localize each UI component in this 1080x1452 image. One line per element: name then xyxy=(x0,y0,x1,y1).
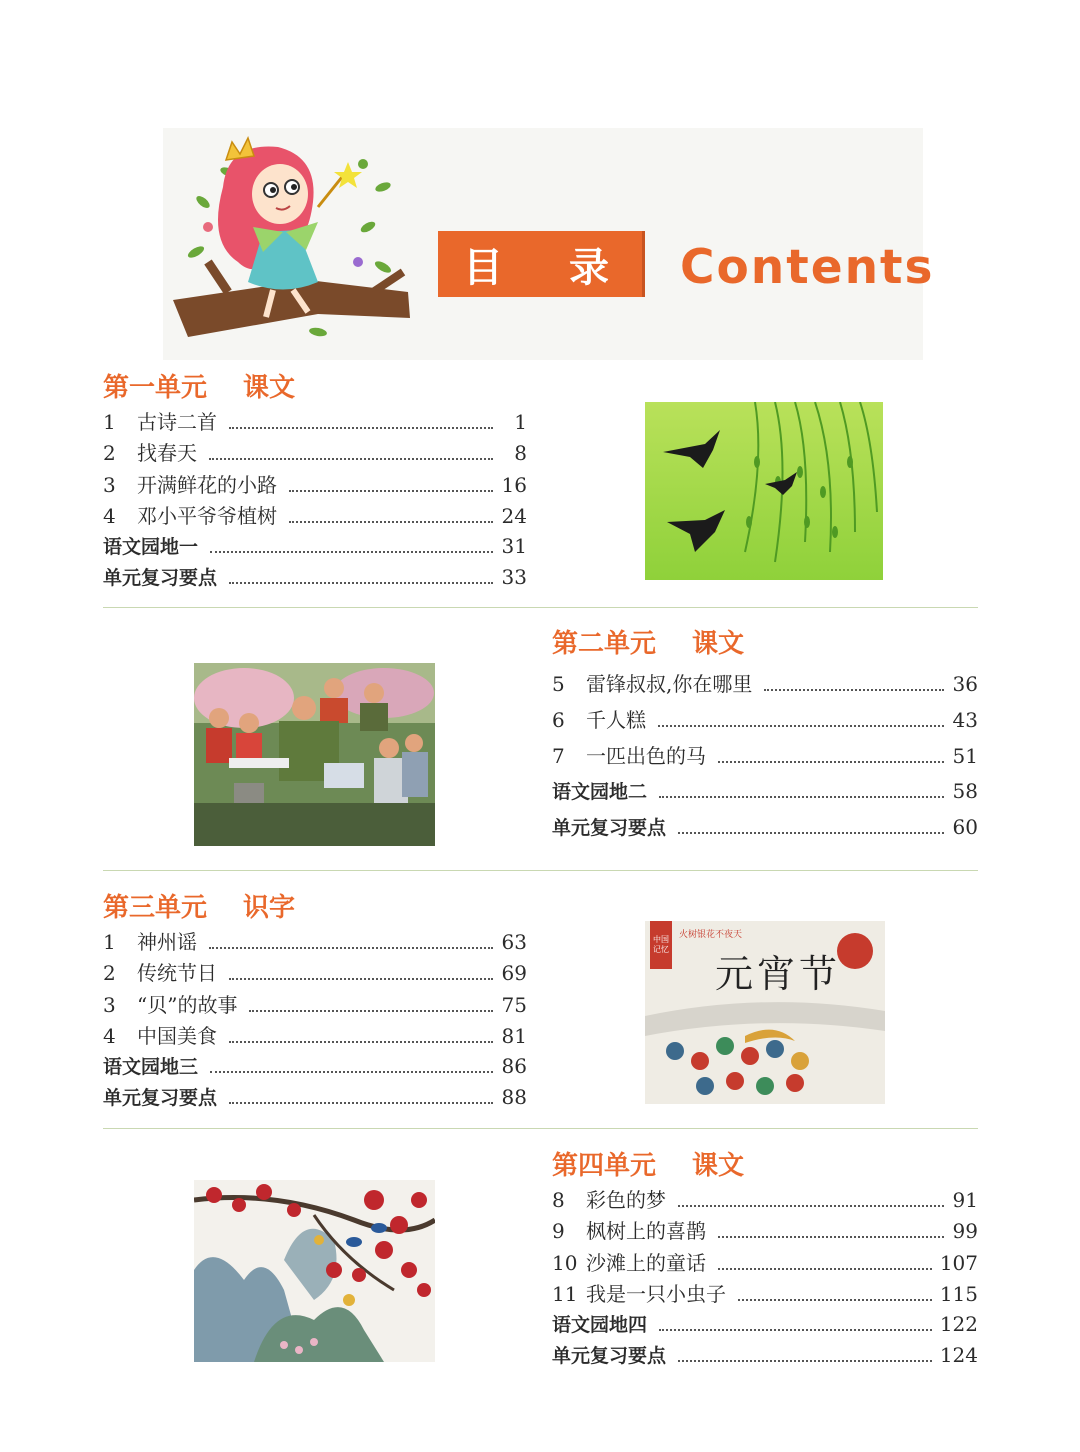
toc-entry-number: 4 xyxy=(103,504,116,529)
dot-leader xyxy=(289,490,493,492)
unit-1-type: 课文 xyxy=(243,373,296,403)
toc-entry[interactable] xyxy=(103,957,527,988)
unit-4-type: 课文 xyxy=(692,1151,745,1181)
toc-entry[interactable] xyxy=(552,813,978,849)
toc-entry-number: 2 xyxy=(103,961,116,986)
toc-entry-title: 枫树上的喜鹊 xyxy=(586,1219,706,1244)
unit-2-heading xyxy=(552,628,744,660)
toc-entry-page: 75 xyxy=(501,992,527,1017)
dot-leader xyxy=(249,1010,493,1012)
dot-leader xyxy=(289,521,493,523)
toc-entry[interactable] xyxy=(552,740,978,776)
toc-entry-page: 63 xyxy=(501,930,527,954)
toc-entry-page: 31 xyxy=(501,533,527,558)
toc-entry[interactable] xyxy=(552,1184,978,1215)
unit-4-toc xyxy=(552,1184,978,1372)
maple-magpie-painting-picture xyxy=(194,1180,435,1362)
toc-entry-title: 单元复习要点 xyxy=(552,816,667,839)
toc-entry-title: 神州谣 xyxy=(137,930,197,954)
unit-3-title: 第三单元 xyxy=(103,893,208,923)
toc-entry-title: 语文园地一 xyxy=(103,535,199,558)
unit-4-title: 第四单元 xyxy=(552,1151,657,1181)
toc-entry-number: 10 xyxy=(552,1250,578,1275)
toc-entry-title: 古诗二首 xyxy=(137,410,217,434)
toc-entry-title: 中国美食 xyxy=(137,1024,217,1049)
toc-entry-number: 3 xyxy=(103,992,116,1017)
lantern-festival-picture xyxy=(645,921,885,1104)
toc-entry-number: 8 xyxy=(552,1188,565,1212)
toc-entry-page: 16 xyxy=(501,472,527,497)
toc-entry-number: 1 xyxy=(103,410,116,434)
toc-entry-page: 33 xyxy=(501,564,527,589)
toc-entry-number: 7 xyxy=(552,744,565,769)
unit-4-heading xyxy=(552,1150,744,1182)
toc-entry[interactable] xyxy=(103,926,527,957)
toc-entry[interactable] xyxy=(552,1341,978,1372)
toc-entry-page: 58 xyxy=(952,778,978,803)
toc-entry-page: 1 xyxy=(514,410,527,434)
dot-leader xyxy=(209,947,493,949)
toc-entry[interactable] xyxy=(103,406,527,437)
toc-entry[interactable] xyxy=(103,1020,527,1051)
toc-entry[interactable] xyxy=(552,1278,978,1309)
toc-entry[interactable] xyxy=(103,563,527,594)
dot-leader xyxy=(210,1071,493,1073)
toc-entry-page: 69 xyxy=(501,961,527,986)
toc-entry-title: 彩色的梦 xyxy=(586,1188,666,1212)
toc-entry-number: 5 xyxy=(552,672,565,696)
lei-feng-painting-picture xyxy=(194,663,435,846)
lantern-badge: 中国记忆 xyxy=(653,935,669,954)
lantern-caption: 火树银花不夜天 xyxy=(679,930,743,940)
toc-entry-title: 一匹出色的马 xyxy=(586,744,706,769)
toc-entry[interactable] xyxy=(103,532,527,563)
toc-entry-page: 8 xyxy=(514,441,527,466)
dot-leader xyxy=(658,725,944,727)
toc-entry-page: 60 xyxy=(952,814,978,839)
toc-entry-title: 雷锋叔叔,你在哪里 xyxy=(586,672,753,696)
unit-3-type: 识字 xyxy=(243,893,296,923)
dot-leader xyxy=(229,427,493,429)
toc-entry-number: 11 xyxy=(552,1282,578,1307)
dot-leader xyxy=(764,689,944,691)
unit-2-toc xyxy=(552,668,978,849)
toc-entry-page: 107 xyxy=(939,1250,978,1275)
unit-2-type: 课文 xyxy=(692,629,745,659)
section-divider-2 xyxy=(103,870,978,871)
dot-leader xyxy=(738,1299,932,1301)
toc-entry-title: 语文园地二 xyxy=(552,780,648,803)
toc-entry[interactable] xyxy=(552,1310,978,1341)
fairy-girl-illustration xyxy=(168,132,428,357)
toc-entry[interactable] xyxy=(552,1247,978,1278)
toc-entry-title: 开满鲜花的小路 xyxy=(137,472,277,497)
unit-3-toc xyxy=(103,926,527,1114)
toc-entry-title: 找春天 xyxy=(137,441,197,466)
toc-entry-page: 99 xyxy=(952,1219,978,1244)
toc-entry-number: 2 xyxy=(103,441,116,466)
toc-entry-page: 43 xyxy=(952,708,978,733)
toc-entry-page: 24 xyxy=(501,504,527,529)
dot-leader xyxy=(678,1205,944,1207)
dot-leader xyxy=(229,582,493,584)
toc-entry[interactable] xyxy=(103,1083,527,1114)
unit-3-heading xyxy=(103,892,295,924)
toc-entry-title: 单元复习要点 xyxy=(552,1344,667,1367)
toc-entry-number: 9 xyxy=(552,1219,565,1244)
toc-entry-number: 4 xyxy=(103,1024,116,1049)
toc-entry-page: 115 xyxy=(939,1282,978,1307)
toc-entry-page: 91 xyxy=(952,1188,978,1212)
dot-leader xyxy=(229,1102,493,1104)
dot-leader xyxy=(678,1360,932,1362)
contents-title-en: Contents xyxy=(680,240,935,295)
toc-entry-page: 124 xyxy=(939,1342,978,1367)
swallows-willow-picture xyxy=(645,402,883,580)
toc-entry-title: 邓小平爷爷植树 xyxy=(137,504,277,529)
toc-entry-title: 单元复习要点 xyxy=(103,566,218,589)
toc-entry[interactable] xyxy=(552,668,978,704)
dot-leader xyxy=(718,1268,932,1270)
toc-entry[interactable] xyxy=(103,437,527,468)
lantern-title: 元宵节 xyxy=(715,952,842,996)
toc-entry-title: 语文园地三 xyxy=(103,1055,199,1078)
dot-leader xyxy=(718,1236,944,1238)
dot-leader xyxy=(718,761,944,763)
unit-1-toc xyxy=(103,406,527,594)
unit-1-title: 第一单元 xyxy=(103,373,208,403)
dot-leader xyxy=(229,978,493,980)
toc-entry-number: 6 xyxy=(552,708,565,733)
dot-leader xyxy=(659,1329,932,1331)
toc-entry-page: 86 xyxy=(501,1053,527,1078)
toc-entry[interactable] xyxy=(103,1052,527,1083)
toc-entry-title: 单元复习要点 xyxy=(103,1086,218,1109)
toc-entry-title: 千人糕 xyxy=(586,708,646,733)
contents-title-cn: 目 录 xyxy=(438,231,645,297)
toc-entry-number: 1 xyxy=(103,930,116,954)
toc-entry-number: 3 xyxy=(103,472,116,497)
dot-leader xyxy=(209,458,493,460)
toc-entry-title: 语文园地四 xyxy=(552,1313,648,1336)
toc-entry[interactable] xyxy=(552,777,978,813)
dot-leader xyxy=(229,1041,493,1043)
unit-2-title: 第二单元 xyxy=(552,629,657,659)
toc-entry-page: 36 xyxy=(952,672,978,696)
toc-entry[interactable] xyxy=(552,1215,978,1246)
toc-entry[interactable] xyxy=(103,469,527,500)
toc-entry-title: 沙滩上的童话 xyxy=(586,1250,706,1275)
toc-entry[interactable] xyxy=(552,704,978,740)
section-divider-1 xyxy=(103,607,978,608)
toc-entry-page: 81 xyxy=(501,1024,527,1049)
dot-leader xyxy=(678,832,944,834)
toc-entry[interactable] xyxy=(103,989,527,1020)
toc-entry[interactable] xyxy=(103,500,527,531)
section-divider-3 xyxy=(103,1128,978,1129)
toc-entry-page: 51 xyxy=(952,744,978,769)
toc-entry-page: 122 xyxy=(939,1311,978,1336)
toc-entry-title: 传统节日 xyxy=(137,961,217,986)
toc-entry-title: “贝”的故事 xyxy=(137,992,238,1017)
dot-leader xyxy=(659,796,944,798)
toc-entry-page: 88 xyxy=(501,1084,527,1109)
unit-1-heading xyxy=(103,372,295,404)
dot-leader xyxy=(210,551,493,553)
toc-entry-title: 我是一只小虫子 xyxy=(586,1282,726,1307)
